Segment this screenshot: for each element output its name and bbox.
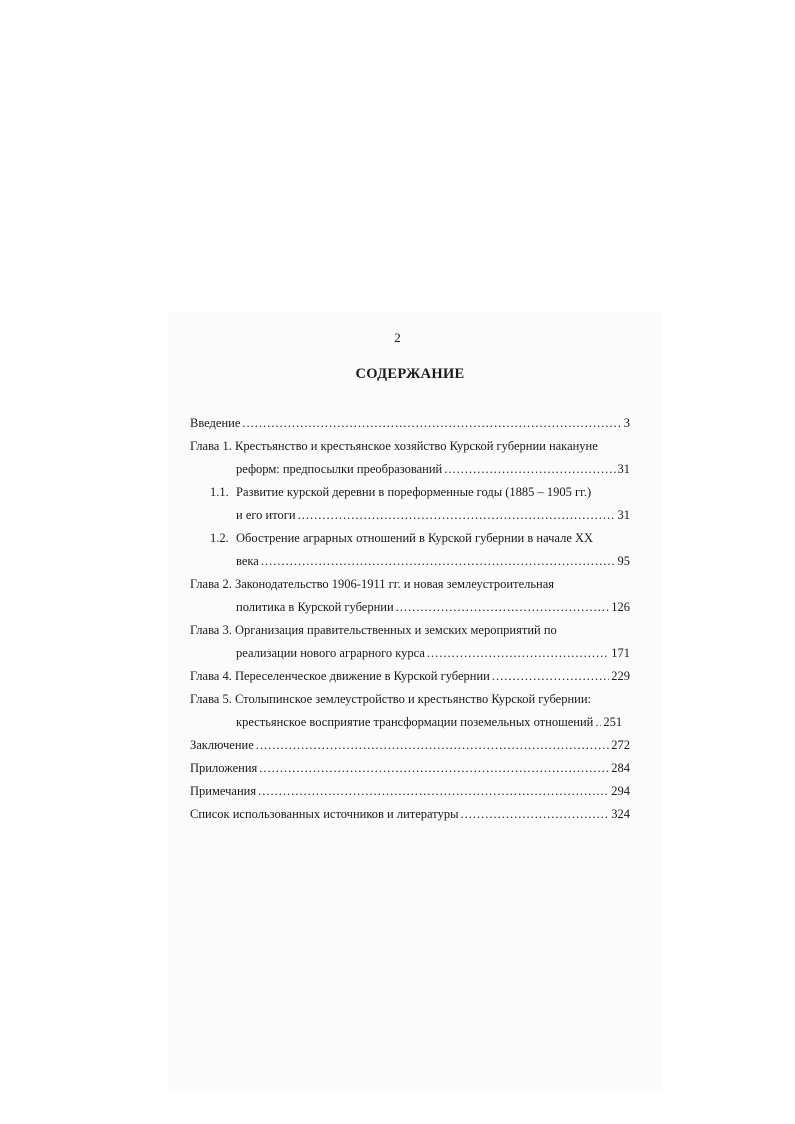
- toc-leader-dots: [492, 665, 609, 688]
- toc-entry-label: Глава 1. Крестьянство и крестьянское хозяйство Курской губернии накануне: [190, 439, 598, 453]
- toc-entry-section-1-2: [190, 527, 630, 550]
- toc-leader-dots: [444, 458, 615, 481]
- toc-entry-label: Развитие курской деревни в пореформенные годы (1885 – 1905 гг.): [236, 485, 592, 499]
- toc-entry-section-1-2-cont: [190, 550, 630, 573]
- toc-page-number: 294: [611, 784, 630, 798]
- toc-entry-label: Глава 2. Законодательство 1906-1911 гг. и новая землеустроительная: [190, 577, 555, 591]
- toc-leader-dots: [259, 757, 609, 780]
- toc-page-number: 31: [617, 508, 630, 522]
- toc-leader-dots: [261, 550, 616, 573]
- toc-leader-dots: [427, 642, 609, 665]
- toc-page-number: 324: [611, 807, 630, 821]
- toc-entry-intro: [190, 412, 630, 435]
- toc-leader-dots: [256, 734, 610, 757]
- toc-entry-label: века: [236, 554, 259, 568]
- table-of-contents: [190, 412, 630, 826]
- toc-entry-label: Глава 3. Организация правительственных и земских мероприятий по: [190, 623, 557, 637]
- toc-entry-sources: [190, 803, 630, 826]
- toc-entry-section-1-1-cont: [190, 504, 630, 527]
- toc-entry-label: Глава 5. Столыпинское землеустройство и крестьянство Курской губернии:: [190, 692, 592, 706]
- toc-page-number: 272: [611, 738, 630, 752]
- toc-entry-label: Примечания: [190, 784, 257, 798]
- toc-page-number: 251: [603, 715, 623, 729]
- toc-section-number: 1.2.: [210, 531, 229, 545]
- toc-page-number: 229: [611, 669, 630, 683]
- toc-leader-dots: [258, 780, 609, 803]
- toc-leader-dots: [595, 711, 601, 734]
- toc-page-number: 31: [617, 462, 630, 476]
- toc-entry-label: Приложения: [190, 761, 258, 775]
- toc-page-number: 3: [623, 416, 630, 430]
- toc-page-number: 95: [617, 554, 630, 568]
- toc-leader-dots: [396, 596, 610, 619]
- toc-page-number: 126: [611, 600, 630, 614]
- toc-entry-chapter-4: [190, 665, 630, 688]
- toc-entry-label: Обострение аграрных отношений в Курской губернии в начале XX: [236, 531, 594, 545]
- toc-entry-label: Список использованных источников и литературы: [190, 807, 459, 821]
- toc-entry-chapter-3: [190, 619, 630, 642]
- toc-entry-label: Введение: [190, 416, 241, 430]
- toc-entry-notes: [190, 780, 630, 803]
- toc-entry-label: и его итоги: [236, 508, 296, 522]
- toc-entry-appendix: [190, 757, 630, 780]
- toc-entry-chapter-2: [190, 573, 630, 596]
- toc-entry-chapter-1-cont: [190, 458, 630, 481]
- toc-entry-label: Заключение: [190, 738, 254, 752]
- toc-leader-dots: [298, 504, 616, 527]
- toc-entry-label: крестьянское восприятие трансформации поземельных отношений: [236, 715, 594, 729]
- toc-entry-chapter-1: [190, 435, 630, 458]
- toc-page-number: 171: [611, 646, 630, 660]
- toc-leader-dots: [460, 803, 609, 826]
- toc-entry-conclusion: [190, 734, 630, 757]
- toc-entry-chapter-5-cont: [190, 711, 630, 734]
- toc-entry-label: политика в Курской губернии: [236, 600, 394, 614]
- toc-entry-chapter-3-cont: [190, 642, 630, 665]
- toc-leader-dots: [242, 412, 621, 435]
- page-number: 2: [394, 330, 401, 345]
- toc-entry-label: реализации нового аграрного курса: [236, 646, 425, 660]
- toc-entry-label: реформ: предпосылки преобразований: [236, 462, 443, 476]
- toc-entry-chapter-5: [190, 688, 630, 711]
- toc-entry-chapter-2-cont: [190, 596, 630, 619]
- toc-entry-section-1-1: [190, 481, 630, 504]
- toc-section-number: 1.1.: [210, 485, 229, 499]
- toc-page-number: 284: [611, 761, 630, 775]
- page-title: СОДЕРЖАНИЕ: [355, 366, 465, 382]
- toc-entry-label: Глава 4. Переселенческое движение в Курской губернии: [190, 669, 490, 683]
